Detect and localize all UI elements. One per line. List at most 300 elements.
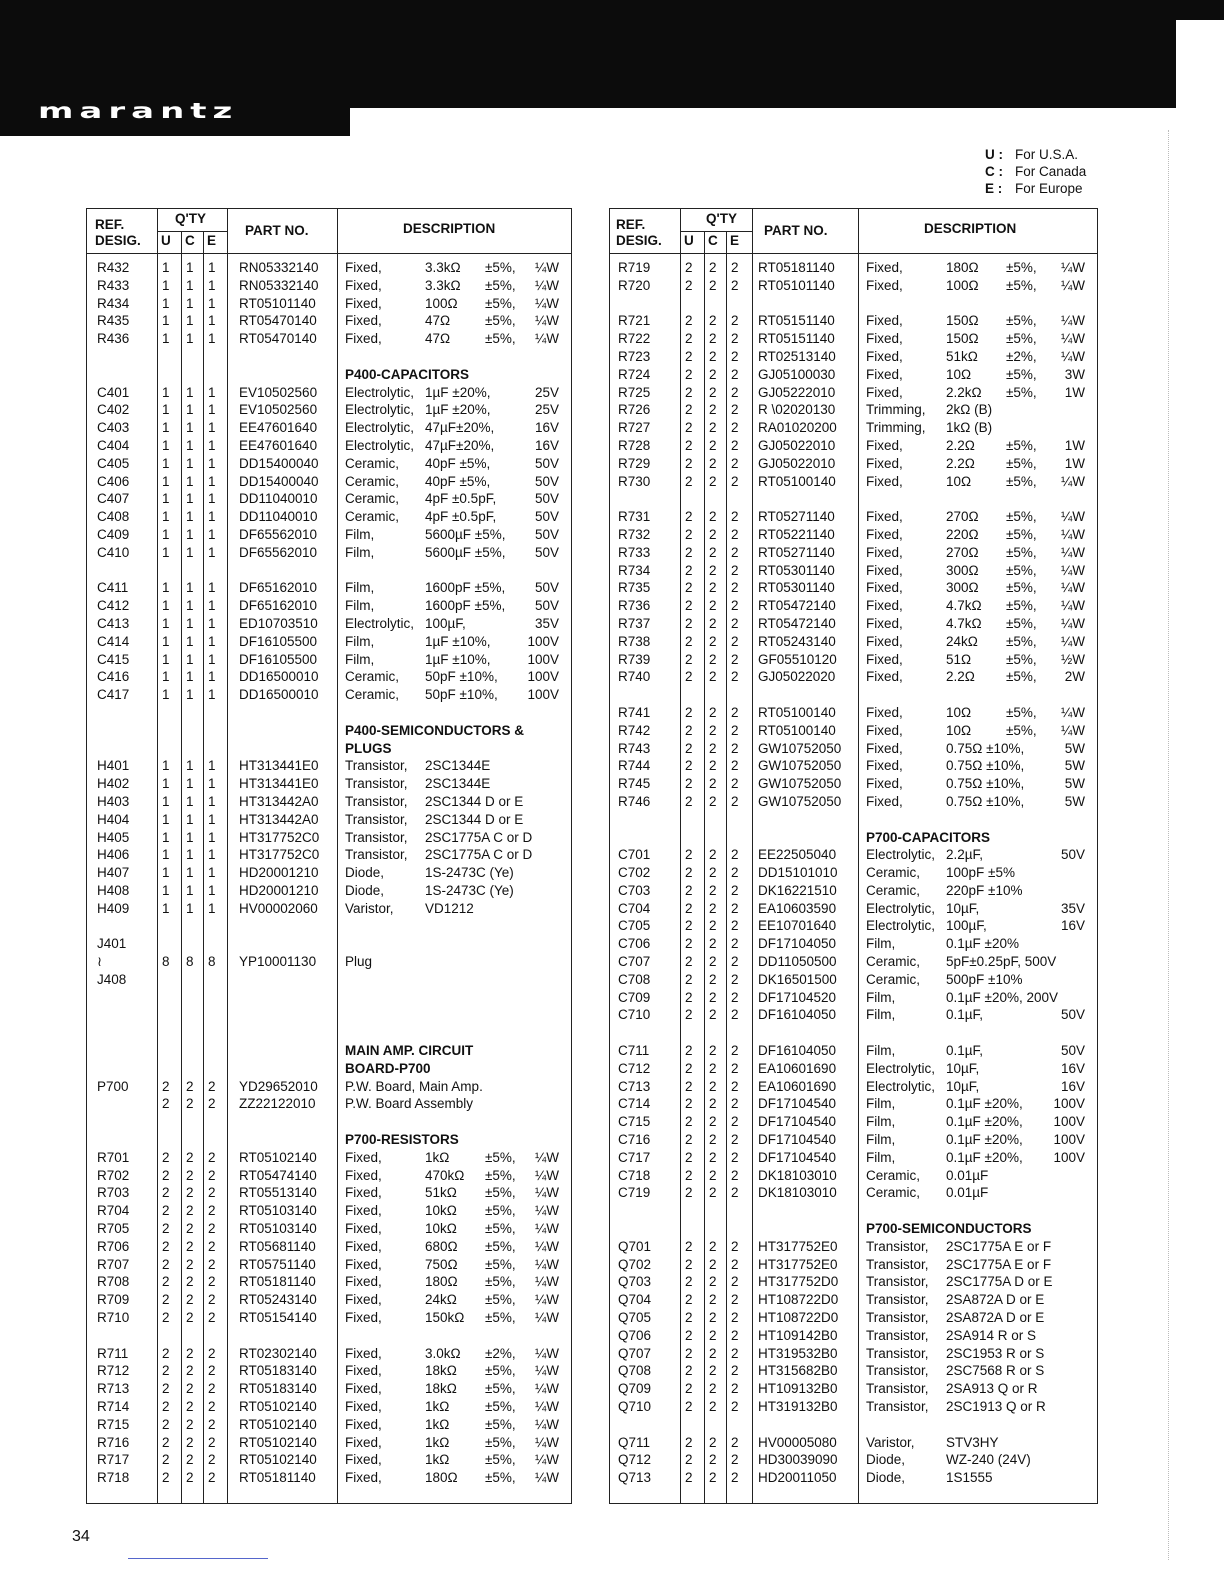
qty-e: 2: [731, 669, 739, 685]
part-number: HT108722D0: [758, 1310, 839, 1326]
table-row: [610, 401, 1097, 419]
qty-e: 1: [208, 544, 216, 560]
qty-e: 2: [208, 1452, 216, 1468]
part-rating: ¼W: [534, 1238, 559, 1254]
ref-designator: J408: [97, 971, 127, 987]
spacer: [87, 704, 571, 722]
qty-u: 2: [685, 615, 693, 631]
qty-u: 1: [162, 651, 170, 667]
part-type: Film,: [345, 580, 375, 596]
table-row: [87, 1380, 571, 1398]
part-type: Transistor,: [866, 1345, 929, 1361]
ref-designator: R717: [97, 1452, 130, 1468]
part-rating: ¼W: [534, 1399, 559, 1414]
qty-u: 2: [162, 1452, 170, 1468]
qty-e: 1: [208, 437, 216, 453]
part-number: HT319532B0: [758, 1345, 838, 1361]
part-rating: 50V: [534, 491, 559, 507]
ref-designator: C415: [97, 651, 130, 667]
qty-u: 2: [685, 1043, 693, 1059]
table-row: [610, 1042, 1097, 1060]
qty-u: 1: [162, 437, 170, 453]
part-number: HT315682B0: [758, 1363, 838, 1379]
part-rating: 3W: [1064, 366, 1085, 382]
part-value: 51Ω: [946, 651, 972, 667]
ref-designator: R702: [97, 1167, 130, 1183]
part-rating: ¼W: [534, 1256, 559, 1272]
part-rating: ¼W: [534, 1149, 559, 1165]
table-row: [87, 579, 571, 597]
spacer: [87, 1024, 571, 1042]
part-rating: 100V: [1053, 1114, 1085, 1130]
part-value: 1µF ±10%,: [425, 651, 491, 667]
part-tolerance: ±2%,: [485, 1345, 516, 1361]
ref-designator: R715: [97, 1416, 130, 1432]
ref-designator: R434: [97, 295, 130, 311]
part-number: DF16104050: [758, 1007, 837, 1023]
qty-e: 2: [731, 1381, 739, 1397]
header-part-no: PART NO.: [245, 223, 309, 238]
part-tolerance: ±5%,: [485, 1221, 516, 1237]
part-number: DF17104050: [758, 936, 837, 952]
qty-c: 2: [709, 1060, 717, 1076]
table-row: [610, 971, 1097, 989]
ref-designator: J401: [97, 936, 127, 952]
part-rating: 100V: [527, 633, 559, 649]
ref-designator: R714: [97, 1399, 130, 1414]
ref-designator: R718: [97, 1470, 130, 1486]
ref-designator: R707: [97, 1256, 130, 1272]
qty-e: 2: [731, 1274, 739, 1290]
part-type: Trimming,: [866, 420, 926, 436]
part-number: EV10502560: [239, 402, 318, 418]
table-row: [87, 1291, 571, 1309]
part-tolerance: ±5%,: [485, 1416, 516, 1432]
part-value: 10Ω: [946, 473, 972, 489]
qty-u: 2: [685, 1381, 693, 1397]
part-number: RT05301140: [758, 562, 835, 578]
part-tolerance: ±5%,: [1006, 473, 1037, 489]
part-rating: 100V: [1053, 1149, 1085, 1165]
part-number: RT05271140: [758, 544, 835, 560]
part-number: RT05513140: [239, 1185, 317, 1201]
qty-e: 2: [731, 1452, 739, 1468]
qty-e: 2: [208, 1221, 216, 1237]
part-value: 4pF ±0.5pF,: [425, 509, 497, 525]
part-type: Fixed,: [345, 277, 382, 293]
qty-c: 1: [186, 669, 194, 685]
part-rating: ¼W: [534, 277, 559, 293]
part-type: Film,: [866, 1114, 896, 1130]
qty-e: 1: [208, 900, 216, 916]
qty-e: 1: [208, 633, 216, 649]
part-number: DK16221510: [758, 882, 837, 898]
part-number: RT05102140: [239, 1149, 317, 1165]
table-row: [610, 722, 1097, 740]
qty-e: 2: [731, 1043, 739, 1059]
part-type: Electrolytic,: [345, 437, 415, 453]
qty-e: 2: [208, 1256, 216, 1272]
part-value: VD1212: [425, 900, 474, 916]
qty-u: 2: [685, 1078, 693, 1094]
qty-c: 2: [709, 954, 717, 970]
table-row: [610, 437, 1097, 455]
part-type: Diode,: [866, 1470, 906, 1486]
table-row: [610, 1238, 1097, 1256]
qty-e: 2: [731, 989, 739, 1005]
part-value: 10µF,: [946, 1078, 980, 1094]
part-number: GJ05022010: [758, 455, 836, 471]
qty-c: 2: [186, 1416, 194, 1432]
part-type: Fixed,: [345, 1470, 382, 1486]
table-row: [87, 1202, 571, 1220]
qty-c: 1: [186, 313, 194, 329]
qty-c: 1: [186, 651, 194, 667]
header-ref: REF.: [95, 217, 125, 232]
part-value: 50pF ±10%,: [425, 687, 498, 703]
qty-c: 2: [709, 1149, 717, 1165]
part-type: P.W. Board, Main Amp.: [345, 1078, 483, 1094]
part-number: RT05183140: [239, 1363, 317, 1379]
part-value: 1S-2473C (Ye): [425, 882, 514, 898]
part-value: 3.3kΩ: [425, 260, 461, 275]
part-tolerance: ±5%,: [1006, 260, 1037, 275]
part-value: 47Ω: [425, 313, 451, 329]
part-tolerance: ±5%,: [485, 1363, 516, 1379]
section-title: BOARD-P700: [345, 1060, 431, 1076]
qty-u: 2: [685, 437, 693, 453]
part-number: RT05221140: [758, 526, 835, 542]
qty-e: 2: [731, 1327, 739, 1343]
table-row: [87, 544, 571, 562]
spacer: [87, 562, 571, 580]
ref-designator: ≀: [97, 954, 103, 970]
part-value: STV3HY: [946, 1434, 999, 1450]
table-row: [610, 1469, 1097, 1487]
part-rating: ¼W: [534, 1416, 559, 1432]
qty-u: 2: [685, 740, 693, 756]
qty-u: 2: [685, 865, 693, 881]
header-qty: Q'TY: [175, 211, 206, 226]
part-tolerance: ±5%,: [485, 1434, 516, 1450]
qty-c: 2: [709, 971, 717, 987]
qty-e: 1: [208, 420, 216, 436]
header-u: U: [161, 233, 171, 248]
qty-u: 2: [685, 455, 693, 471]
part-tolerance: ±5%,: [485, 1452, 516, 1468]
qty-e: 2: [731, 384, 739, 400]
ref-designator: C411: [97, 580, 129, 596]
part-number: DD11050500: [758, 954, 837, 970]
part-type: Fixed,: [866, 758, 903, 774]
part-value: 1600pF ±5%,: [425, 598, 506, 614]
part-number: HD20001210: [239, 865, 319, 881]
part-type: Fixed,: [866, 722, 903, 738]
part-rating: 35V: [1060, 900, 1085, 916]
part-value: 50pF ±10%,: [425, 669, 498, 685]
table-row: [610, 1078, 1097, 1096]
qty-u: 1: [162, 384, 170, 400]
qty-e: 2: [731, 758, 739, 774]
qty-c: 2: [186, 1221, 194, 1237]
spacer: [87, 989, 571, 1007]
qty-e: 1: [208, 455, 216, 471]
table-row: [87, 1309, 571, 1327]
part-value: 2SA872A D or E: [946, 1292, 1045, 1308]
part-number: HV00002060: [239, 900, 318, 916]
ref-designator: R732: [618, 526, 651, 542]
part-value: 0.75Ω ±10%,: [946, 793, 1025, 809]
qty-e: 2: [731, 437, 739, 453]
qty-c: 2: [709, 1470, 717, 1486]
part-value: 750Ω: [425, 1256, 458, 1272]
part-value: 2.2Ω: [946, 455, 975, 471]
ref-designator: C413: [97, 615, 130, 631]
qty-e: 1: [208, 865, 216, 881]
qty-e: 2: [731, 633, 739, 649]
legend-key: E :: [985, 181, 1003, 196]
part-rating: ¼W: [534, 295, 559, 311]
qty-u: 1: [162, 793, 170, 809]
part-tolerance: ±5%,: [1006, 526, 1037, 542]
table-row: [610, 846, 1097, 864]
header-band: [0, 0, 1176, 108]
table-row: [87, 1095, 571, 1113]
part-type: Film,: [866, 936, 896, 952]
part-number: RT05470140: [239, 331, 317, 347]
part-number: RT05101140: [239, 295, 316, 311]
part-rating: 50V: [1060, 847, 1085, 863]
part-number: HT313442A0: [239, 811, 319, 827]
part-value: 0.01µF: [946, 1185, 989, 1201]
part-type: Fixed,: [345, 1238, 382, 1254]
table-row: [610, 615, 1097, 633]
ref-designator: Q708: [618, 1363, 652, 1379]
section-title: P700-SEMICONDUCTORS: [866, 1221, 1032, 1237]
table-row: [610, 1095, 1097, 1113]
part-type: Ceramic,: [866, 1167, 921, 1183]
table-row: [610, 793, 1097, 811]
qty-c: 2: [186, 1149, 194, 1165]
part-type: Fixed,: [866, 437, 903, 453]
ref-designator: R713: [97, 1381, 130, 1397]
table-row: [610, 508, 1097, 526]
part-value: 180Ω: [425, 1274, 458, 1290]
part-value: 100Ω: [946, 277, 979, 293]
qty-u: 2: [685, 544, 693, 560]
part-type: Film,: [866, 1043, 896, 1059]
spacer: [610, 1416, 1097, 1434]
ref-designator: C711: [618, 1043, 650, 1059]
ref-designator: R709: [97, 1292, 130, 1308]
qty-c: 2: [709, 473, 717, 489]
ref-designator: R742: [618, 722, 651, 738]
part-number: HT317752C0: [239, 829, 320, 845]
part-type: Transistor,: [866, 1310, 929, 1326]
table-row: [87, 490, 571, 508]
ref-designator: Q703: [618, 1274, 652, 1290]
part-rating: 16V: [1060, 1060, 1085, 1076]
part-rating: ¼W: [534, 1452, 559, 1468]
qty-e: 2: [731, 1363, 739, 1379]
ref-designator: R711: [97, 1345, 129, 1361]
table-row: [87, 401, 571, 419]
part-rating: 50V: [534, 509, 559, 525]
part-number: HD20011050: [758, 1470, 837, 1486]
part-value: 2.2µF,: [946, 847, 984, 863]
qty-c: 2: [709, 1434, 717, 1450]
ref-designator: H401: [97, 758, 130, 774]
qty-u: 2: [685, 633, 693, 649]
qty-e: 2: [731, 1132, 739, 1148]
table-row: [87, 864, 571, 882]
qty-u: 2: [685, 1292, 693, 1308]
part-number: EE22505040: [758, 847, 837, 863]
ref-designator: Q713: [618, 1470, 652, 1486]
qty-c: 1: [186, 526, 194, 542]
qty-e: 1: [208, 331, 216, 347]
part-tolerance: ±5%,: [1006, 384, 1037, 400]
part-tolerance: ±5%,: [485, 1399, 516, 1414]
qty-e: 2: [208, 1416, 216, 1432]
ref-designator: C704: [618, 900, 651, 916]
part-number: DF17104540: [758, 1114, 837, 1130]
part-type: P.W. Board Assembly: [345, 1096, 474, 1112]
part-number: RT05100140: [758, 722, 836, 738]
qty-e: 2: [208, 1310, 216, 1326]
qty-e: 8: [208, 954, 216, 970]
qty-u: 2: [162, 1381, 170, 1397]
part-type: Ceramic,: [866, 954, 921, 970]
qty-u: 2: [685, 1149, 693, 1165]
table-row: [87, 597, 571, 615]
qty-e: 2: [731, 526, 739, 542]
table-row: [610, 562, 1097, 580]
part-number: HT317752E0: [758, 1256, 838, 1272]
part-type: Diode,: [866, 1452, 906, 1468]
qty-c: 1: [186, 829, 194, 845]
qty-e: 2: [208, 1381, 216, 1397]
section-title: PLUGS: [345, 740, 392, 756]
qty-u: 2: [162, 1238, 170, 1254]
qty-u: 1: [162, 455, 170, 471]
part-number: DF17104520: [758, 989, 837, 1005]
qty-c: 2: [186, 1203, 194, 1219]
part-value: 2.2kΩ: [946, 384, 982, 400]
part-value: 0.1µF ±20%,: [946, 1096, 1023, 1112]
qty-u: 2: [685, 420, 693, 436]
part-value: 1S1555: [946, 1470, 993, 1486]
qty-c: 2: [186, 1345, 194, 1361]
part-type: Fixed,: [866, 509, 903, 525]
qty-c: 2: [709, 918, 717, 934]
table-row: [87, 1184, 571, 1202]
part-rating: 50V: [534, 455, 559, 471]
qty-e: 1: [208, 811, 216, 827]
part-type: Transistor,: [345, 758, 408, 774]
qty-c: 2: [709, 348, 717, 364]
part-value: 0.1µF ±20%, 200V: [946, 989, 1059, 1005]
part-type: Film,: [866, 989, 896, 1005]
part-number: DD15400040: [239, 473, 319, 489]
part-type: Fixed,: [345, 1416, 382, 1432]
part-number: DD11040010: [239, 509, 318, 525]
qty-e: 2: [731, 1007, 739, 1023]
table-row: [87, 775, 571, 793]
part-rating: ¼W: [1060, 313, 1085, 329]
part-type: Fixed,: [345, 1310, 382, 1326]
part-tolerance: ±5%,: [1006, 455, 1037, 471]
qty-c: 2: [186, 1452, 194, 1468]
part-number: R \02020130: [758, 402, 836, 418]
qty-e: 2: [731, 1114, 739, 1130]
qty-e: 2: [208, 1274, 216, 1290]
part-type: Fixed,: [345, 1256, 382, 1272]
legend-text: For Europe: [1015, 181, 1083, 196]
part-type: Fixed,: [345, 260, 382, 275]
part-value: 150Ω: [946, 331, 979, 347]
qty-e: 2: [731, 1078, 739, 1094]
qty-c: 2: [709, 740, 717, 756]
part-value: 0.75Ω ±10%,: [946, 776, 1025, 792]
part-tolerance: ±5%,: [1006, 651, 1037, 667]
table-row: [610, 1184, 1097, 1202]
part-tolerance: ±5%,: [1006, 598, 1037, 614]
part-value: 2SA914 R or S: [946, 1327, 1037, 1343]
qty-u: 2: [162, 1292, 170, 1308]
qty-u: 1: [162, 402, 170, 418]
qty-u: 2: [685, 260, 693, 275]
ref-designator: C408: [97, 509, 130, 525]
ref-designator: R704: [97, 1203, 130, 1219]
part-number: RT02513140: [758, 348, 836, 364]
part-type: Fixed,: [866, 580, 903, 596]
table-row: [610, 704, 1097, 722]
qty-e: 2: [731, 793, 739, 809]
table-row: [610, 348, 1097, 366]
qty-u: 1: [162, 687, 170, 703]
spacer: [87, 1113, 571, 1131]
qty-e: 2: [731, 260, 739, 275]
brand-logo: marantz: [38, 99, 239, 124]
qty-u: 2: [162, 1345, 170, 1361]
qty-c: 1: [186, 776, 194, 792]
table-row: [87, 1220, 571, 1238]
part-type: Ceramic,: [866, 971, 921, 987]
part-rating: 25V: [534, 384, 559, 400]
qty-e: 2: [731, 740, 739, 756]
part-value: 47Ω: [425, 331, 451, 347]
table-row: [610, 1434, 1097, 1452]
qty-c: 2: [709, 331, 717, 347]
part-number: RN05332140: [239, 260, 319, 275]
qty-c: 2: [709, 882, 717, 898]
part-number: EA10601690: [758, 1078, 837, 1094]
part-type: Electrolytic,: [866, 918, 936, 934]
ref-designator: C402: [97, 402, 130, 418]
part-type: Diode,: [345, 865, 385, 881]
qty-u: 2: [685, 704, 693, 720]
qty-u: 1: [162, 776, 170, 792]
qty-u: 2: [162, 1078, 170, 1094]
part-value: 40pF ±5%,: [425, 473, 491, 489]
header-band-edge: [1176, 0, 1224, 20]
part-number: RT05151140: [758, 331, 835, 347]
table-row: [610, 1309, 1097, 1327]
table-row: [610, 312, 1097, 330]
qty-c: 2: [709, 277, 717, 293]
part-number: RT05243140: [758, 633, 836, 649]
